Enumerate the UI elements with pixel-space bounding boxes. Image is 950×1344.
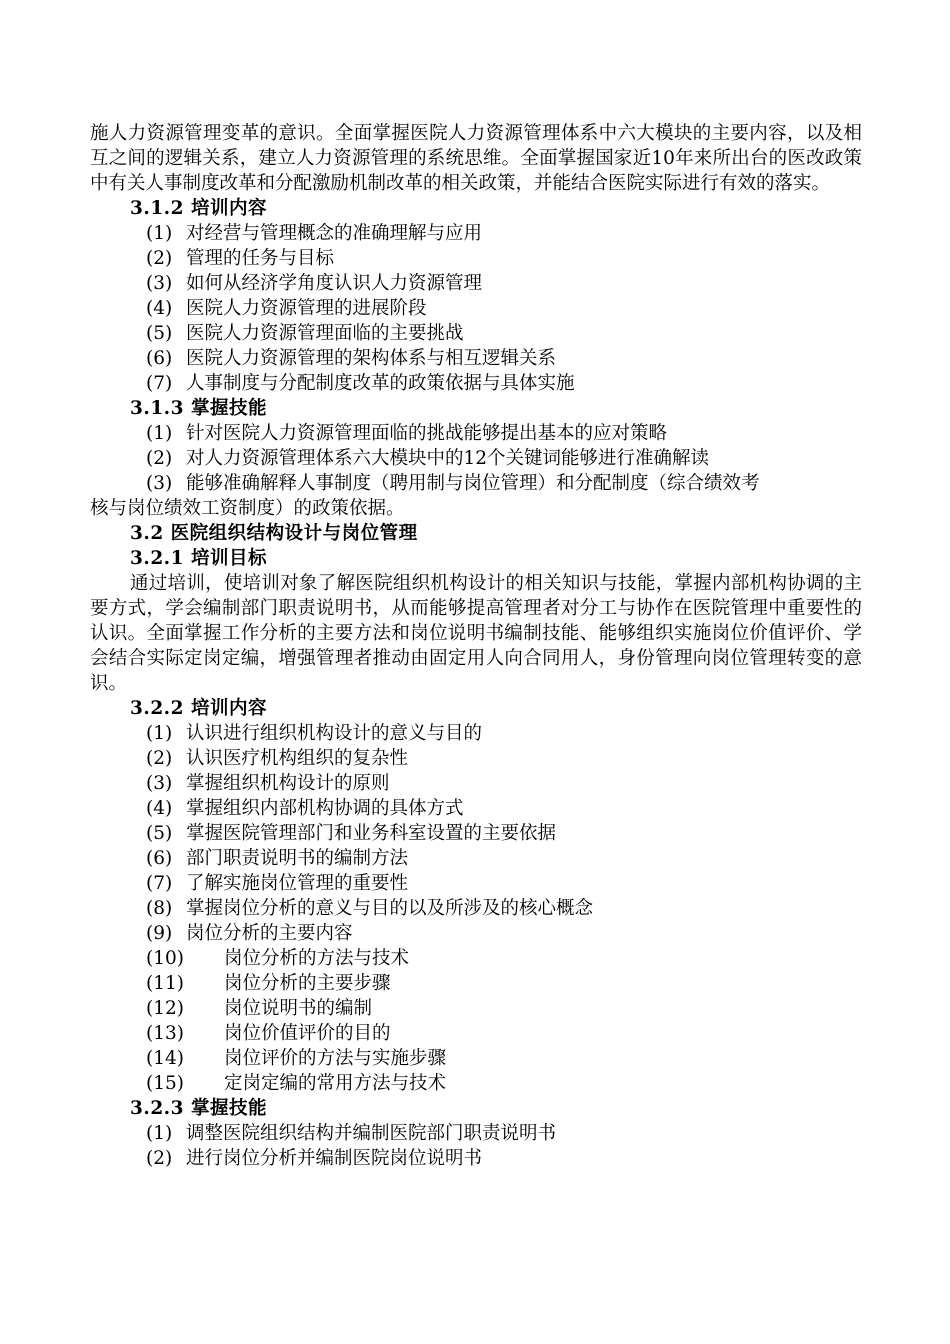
item-number: (4) bbox=[146, 798, 173, 819]
list-item bbox=[90, 271, 862, 296]
intro-paragraph: 施人力资源管理变革的意识。全面掌握医院人力资源管理体系中六大模块的主要内容，以及相互之间的逻辑关系，建立人力资源管理的系统思维。全面掌握国家近10年来所出台的医改政策中有关人事制度改革和分配激励机制改革的相关政策，并能结合医院实际进行有效的落实。 bbox=[90, 123, 862, 194]
item-number: (10) bbox=[146, 948, 184, 969]
item-text: 岗位价值评价的目的 bbox=[224, 1023, 391, 1044]
item-text: 调整医院组织结构并编制医院部门职责说明书 bbox=[186, 1123, 557, 1144]
item-number: (6) bbox=[146, 348, 173, 369]
item-text: 如何从经济学角度认识人力资源管理 bbox=[186, 273, 483, 294]
item-number: (3) bbox=[146, 473, 173, 494]
item-text: 针对医院人力资源管理面临的挑战能够提出基本的应对策略 bbox=[186, 423, 668, 444]
item-number: (7) bbox=[146, 373, 173, 394]
item-text: 岗位分析的方法与技术 bbox=[224, 948, 410, 969]
item-text: 对经营与管理概念的准确理解与应用 bbox=[186, 223, 483, 244]
list-item bbox=[90, 1146, 862, 1171]
item-number: (14) bbox=[146, 1048, 184, 1069]
item-text: 能够准确解释人事制度（聘用制与岗位管理）和分配制度（综合绩效考 bbox=[186, 473, 760, 494]
document-body bbox=[90, 121, 862, 1171]
list-item bbox=[90, 896, 862, 921]
list-item bbox=[90, 846, 862, 871]
list-item bbox=[90, 296, 862, 321]
heading-3-2: 3.2 医院组织结构设计与岗位管理 bbox=[130, 523, 418, 544]
list-item bbox=[90, 721, 862, 746]
item-text: 掌握医院管理部门和业务科室设置的主要依据 bbox=[186, 823, 557, 844]
item-text: 医院人力资源管理面临的主要挑战 bbox=[186, 323, 464, 344]
item-number: (15) bbox=[146, 1073, 184, 1094]
heading-3-2-2: 3.2.2 培训内容 bbox=[130, 698, 267, 719]
item-number: (13) bbox=[146, 1023, 184, 1044]
item-number: (7) bbox=[146, 873, 173, 894]
item-number: (1) bbox=[146, 223, 173, 244]
list-item bbox=[90, 221, 862, 246]
item-number: (9) bbox=[146, 923, 173, 944]
item-text: 部门职责说明书的编制方法 bbox=[186, 848, 409, 869]
list-item bbox=[90, 821, 862, 846]
item-text: 认识进行组织机构设计的意义与目的 bbox=[186, 723, 483, 744]
list-item bbox=[90, 871, 862, 896]
item-text: 医院人力资源管理的进展阶段 bbox=[186, 298, 427, 319]
item-number: (12) bbox=[146, 998, 184, 1019]
list-item bbox=[90, 996, 862, 1021]
training-goal-paragraph: 通过培训，使培训对象了解医院组织机构设计的相关知识与技能，掌握内部机构协调的主要方式，学会编制部门职责说明书，从而能够提高管理者对分工与协作在医院管理中重要性的认识。全面掌握工作分析的主要方法和岗位说明书编制技能、能够组织实施岗位价值评价、学会结合实际定岗定编，增强管理者推动由固定用人向合同用人，身份管理向岗位管理转变的意识。 bbox=[90, 573, 862, 694]
item-number: (5) bbox=[146, 823, 173, 844]
heading-3-1-2: 3.1.2 培训内容 bbox=[130, 198, 267, 219]
list-item bbox=[90, 1121, 862, 1146]
item-text: 定岗定编的常用方法与技术 bbox=[224, 1073, 447, 1094]
list-item bbox=[90, 321, 862, 346]
list-item bbox=[90, 246, 862, 271]
item-text: 人事制度与分配制度改革的政策依据与具体实施 bbox=[186, 373, 575, 394]
item-number: (3) bbox=[146, 273, 173, 294]
item-text: 对人力资源管理体系六大模块中的12个关键词能够进行准确解读 bbox=[186, 448, 710, 469]
item-number: (6) bbox=[146, 848, 173, 869]
item-text: 管理的任务与目标 bbox=[186, 248, 335, 269]
item-continuation: 核与岗位绩效工资制度）的政策依据。 bbox=[90, 498, 405, 519]
item-text: 岗位分析的主要内容 bbox=[186, 923, 353, 944]
item-text: 进行岗位分析并编制医院岗位说明书 bbox=[186, 1148, 483, 1169]
list-item bbox=[90, 471, 862, 496]
list-item bbox=[90, 1046, 862, 1071]
item-number: (11) bbox=[146, 973, 184, 994]
heading-3-2-1: 3.2.1 培训目标 bbox=[130, 548, 267, 569]
item-number: (1) bbox=[146, 423, 173, 444]
item-text: 岗位评价的方法与实施步骤 bbox=[224, 1048, 447, 1069]
item-text: 岗位分析的主要步骤 bbox=[224, 973, 391, 994]
heading-3-2-3: 3.2.3 掌握技能 bbox=[130, 1098, 267, 1119]
item-text: 医院人力资源管理的架构体系与相互逻辑关系 bbox=[186, 348, 557, 369]
item-number: (3) bbox=[146, 773, 173, 794]
list-item bbox=[90, 1021, 862, 1046]
item-number: (2) bbox=[146, 1148, 173, 1169]
item-number: (5) bbox=[146, 323, 173, 344]
item-number: (1) bbox=[146, 1123, 173, 1144]
item-text: 岗位说明书的编制 bbox=[224, 998, 373, 1019]
list-item bbox=[90, 421, 862, 446]
list-item bbox=[90, 946, 862, 971]
list-item bbox=[90, 771, 862, 796]
item-text: 掌握岗位分析的意义与目的以及所涉及的核心概念 bbox=[186, 898, 594, 919]
item-text: 了解实施岗位管理的重要性 bbox=[186, 873, 409, 894]
list-item bbox=[90, 971, 862, 996]
list-item bbox=[90, 1071, 862, 1096]
list-item bbox=[90, 371, 862, 396]
list-item bbox=[90, 346, 862, 371]
list-item bbox=[90, 446, 862, 471]
item-number: (4) bbox=[146, 298, 173, 319]
item-number: (8) bbox=[146, 898, 173, 919]
item-text: 认识医疗机构组织的复杂性 bbox=[186, 748, 409, 769]
item-number: (2) bbox=[146, 248, 173, 269]
heading-3-1-3: 3.1.3 掌握技能 bbox=[130, 398, 267, 419]
item-number: (2) bbox=[146, 748, 173, 769]
item-number: (2) bbox=[146, 448, 173, 469]
item-text: 掌握组织内部机构协调的具体方式 bbox=[186, 798, 464, 819]
item-text: 掌握组织机构设计的原则 bbox=[186, 773, 390, 794]
list-item bbox=[90, 921, 862, 946]
list-item bbox=[90, 796, 862, 821]
list-item bbox=[90, 746, 862, 771]
item-number: (1) bbox=[146, 723, 173, 744]
